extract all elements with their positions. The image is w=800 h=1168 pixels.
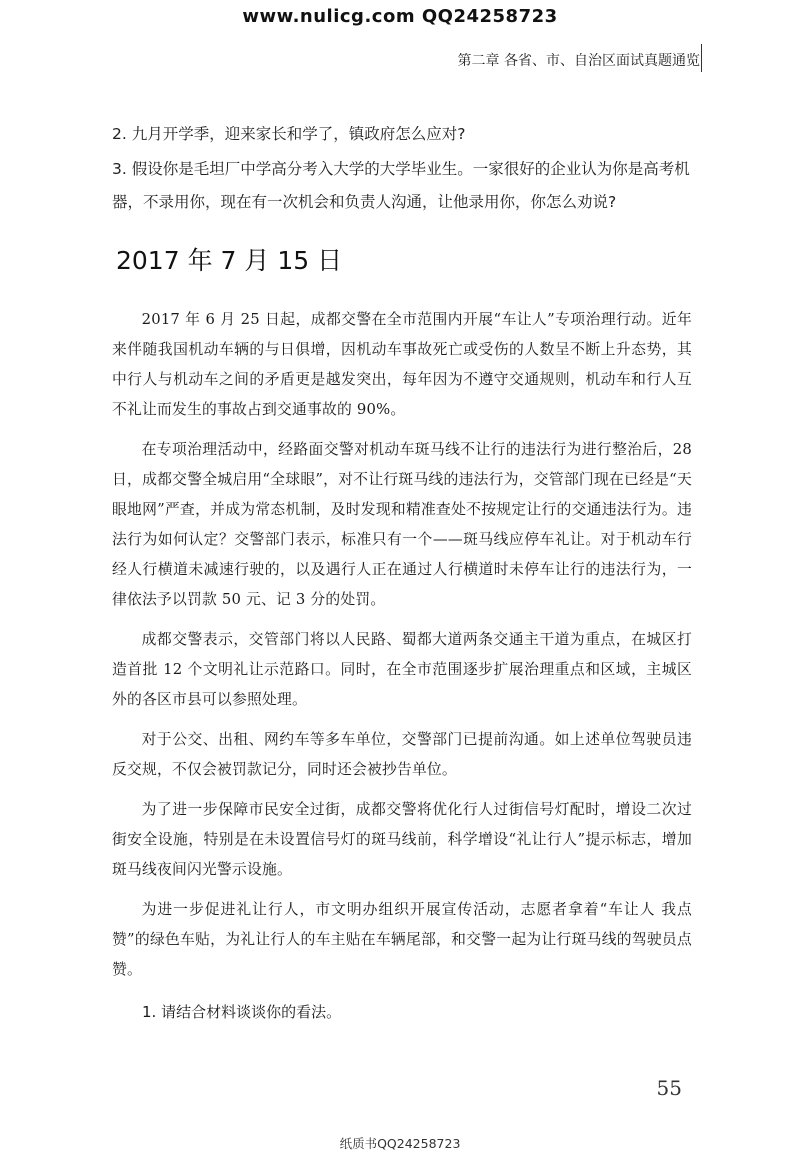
paragraph-2: 在专项治理活动中，经路面交警对机动车斑马线不让行的违法行为进行整治后，28 日，成都交警全城启用“全球眼”，对不让行斑马线的违法行为，交管部门现在已经是“天眼地网”严查，并成为常态机制，及时发现和精准查处不按规定让行的交通违法行为。违法行为如何认定？交警部门表示，标准只有一个——斑马线应停车礼让。对于机动车行经人行横道未减速行驶的，以及遇行人正在通过人行横道时未停车让行的违法行为，一律依法予以罚款 50 元、记 3 分的处罚。 [112,441,692,608]
running-head: 第二章 各省、市、自治区面试真题通览 [457,53,700,69]
date-heading: 2017 年 7 月 15 日 [116,246,343,275]
page-content [112,118,692,1027]
running-head-rule [701,44,702,72]
paragraph-4: 对于公交、出租、网约车等多车单位，交警部门已提前沟通。如上述单位驾驶员违反交规，不仅会被罚款记分，同时还会被抄告单位。 [112,731,692,778]
paragraph-6: 为进一步促进礼让行人，市文明办组织开展宣传活动，志愿者拿着“车让人 我点赞”的绿色车贴，为礼让行人的车主贴在车辆尾部，和交警一起为让行斑马线的驾驶员点赞。 [112,901,692,978]
paragraph-5: 为了进一步保障市民安全过街，成都交警将优化行人过街信号灯配时，增设二次过街安全设施，特别是在未设置信号灯的斑马线前，科学增设“礼让行人”提示标志，增加斑马线夜间闪光警示设施。 [112,801,692,878]
paragraph-1: 2017 年 6 月 25 日起，成都交警在全市范围内开展“车让人”专项治理行动。近年来伴随我国机动车辆的与日俱增，因机动车事故死亡或受伤的人数呈不断上升态势，其中行人与机动车之间的矛盾更是越发突出，每年因为不遵守交通规则，机动车和行人互不礼让而发生的事故占到交通事故的 90%。 [112,311,692,418]
question-1: 1. 请结合材料谈谈你的看法。 [142,1003,342,1021]
watermark-bottom: 纸质书QQ24258723 [339,1136,461,1151]
paragraph-3: 成都交警表示，交管部门将以人民路、蜀都大道两条交通主干道为重点，在城区打造首批 12 个文明礼让示范路口。同时，在全市范围逐步扩展治理重点和区域，主城区外的各区市县可以参照处理。 [112,631,692,708]
page-number: 55 [656,1076,682,1100]
question-2: 2. 九月开学季，迎来家长和学了，镇政府怎么应对? [112,125,466,143]
watermark-top: www.nulicg.com QQ24258723 [242,6,558,27]
question-3: 3. 假设你是毛坦厂中学高分考入大学的大学毕业生。一家很好的企业认为你是高考机器，不录用你，现在有一次机会和负责人沟通，让他录用你，你怎么劝说? [112,160,690,211]
